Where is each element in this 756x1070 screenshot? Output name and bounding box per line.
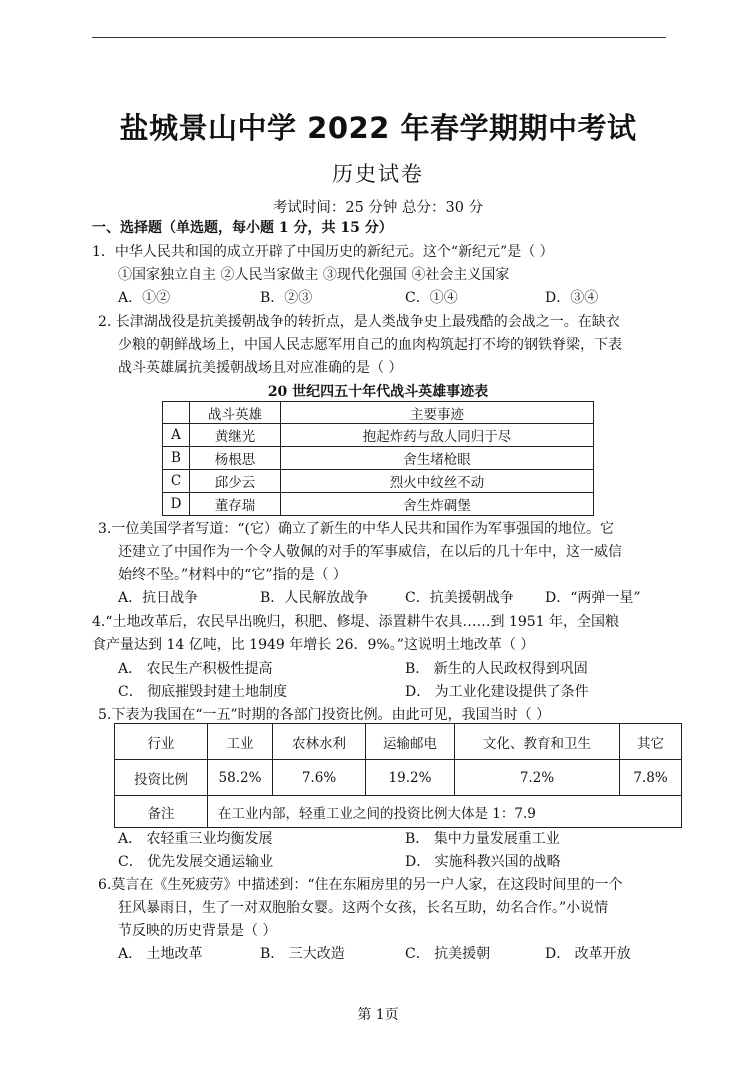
row-letter: A — [163, 424, 190, 447]
q4-option-a: A． 农民生产积极性提高 — [118, 661, 273, 677]
note-text: 在工业内部，轻重工业之间的投资比例大体是 1：7.9 — [208, 796, 682, 828]
section-heading: 一、选择题（单选题，每小题 1 分，共 15 分） — [92, 220, 393, 236]
hero-name: 董存瑞 — [190, 493, 281, 516]
hero-deed: 抱起炸药与敌人同归于尽 — [281, 424, 594, 447]
q4-line: 食产量达到 14 亿吨，比 1949 年增长 26．9%。”这说明土地改革（ ） — [92, 637, 535, 653]
q5-stem: 5.下表为我国在“一五”时期的各部门投资比例。由此可见，我国当时（ ） — [98, 707, 551, 723]
q1-option-b: B．②③ — [260, 290, 313, 306]
exam-title: 盐城景山中学 2022 年春学期期中考试 — [119, 111, 637, 145]
page-number: 第 1页 — [357, 1007, 399, 1023]
q6-line: 6.莫言在《生死疲劳》中描述到：“住在东厢房里的另一户人家，在这段时间里的一个 — [98, 877, 623, 893]
q6-line: 节反映的历史背景是（ ） — [118, 923, 277, 939]
table-header-row — [163, 402, 594, 424]
table-cell: 58.2% — [208, 760, 273, 796]
q3-option-a: A．抗日战争 — [118, 590, 199, 606]
hero-deed: 舍生堵枪眼 — [281, 447, 594, 470]
q6-option-b: B． 三大改造 — [260, 946, 345, 962]
q6-option-a: A． 土地改革 — [118, 946, 203, 962]
note-label: 备注 — [115, 796, 208, 828]
q5-option-a: A． 农轻重三业均衡发展 — [118, 831, 273, 847]
hero-name: 杨根思 — [190, 447, 281, 470]
q6-option-c: C． 抗美援朝 — [405, 946, 491, 962]
q2-line: 2. 长津湖战役是抗美援朝战争的转折点，是人类战争史上最残酷的会战之一。在缺衣 — [98, 314, 620, 330]
q3-option-b: B．人民解放战争 — [260, 590, 369, 606]
hero-deed: 烈火中纹丝不动 — [281, 470, 594, 493]
q5-option-d: D． 实施科教兴国的战略 — [405, 854, 561, 870]
q4-option-c: C． 彻底摧毁封建土地制度 — [118, 684, 288, 700]
q5-option-b: B． 集中力量发展重工业 — [405, 831, 560, 847]
table-cell: 投资比例 — [115, 760, 208, 796]
row-letter: B — [163, 447, 190, 470]
table-header-row — [115, 724, 682, 760]
q2-table-caption: 20 世纪四五十年代战斗英雄事迹表 — [267, 384, 489, 400]
table-header-cell: 农林水利 — [273, 724, 366, 760]
table-row — [115, 760, 682, 796]
header-rule — [92, 37, 666, 38]
q6-option-d: D． 改革开放 — [545, 946, 631, 962]
hero-deed: 舍生炸碉堡 — [281, 493, 594, 516]
q2-line: 战斗英雄属抗美援朝战场且对应准确的是（ ） — [118, 360, 403, 376]
table-header-cell: 主要事迹 — [281, 402, 594, 424]
table-header-cell: 其它 — [620, 724, 682, 760]
heroes-table — [162, 401, 594, 516]
q1-option-c: C．①④ — [405, 290, 458, 306]
table-header-cell: 运输邮电 — [366, 724, 455, 760]
table-note-row — [115, 796, 682, 828]
table-cell: 7.6% — [273, 760, 366, 796]
table-row — [163, 493, 594, 516]
table-row — [163, 447, 594, 470]
q4-line: 4.“土地改革后，农民早出晚归，积肥、修堤、添置耕牛农具……到 1951 年，全国粮 — [92, 614, 620, 630]
q3-line: 还建立了中国作为一个令人敬佩的对手的军事威信，在以后的几十年中，这一威信 — [118, 544, 622, 560]
q1-option-a: A．①② — [118, 290, 171, 306]
hero-name: 邱少云 — [190, 470, 281, 493]
q4-option-d: D． 为工业化建设提供了条件 — [405, 684, 589, 700]
q3-line: 3.一位美国学者写道：“(它）确立了新生的中华人民共和国作为军事强国的地位。它 — [98, 521, 614, 537]
q1-stem: 1．中华人民共和国的成立开辟了中国历史的新纪元。这个“新纪元”是（ ） — [92, 244, 554, 260]
q5-option-c: C． 优先发展交通运输业 — [118, 854, 274, 870]
table-header-cell: 文化、教育和卫生 — [455, 724, 620, 760]
q2-line: 少粮的朝鲜战场上，中国人民志愿军用自己的血肉构筑起打不垮的钢铁脊梁，下表 — [118, 337, 622, 353]
q3-option-c: C．抗美援朝战争 — [405, 590, 514, 606]
investment-table — [114, 723, 682, 828]
q3-line: 始终不坠。”材料中的“它”指的是（ ） — [118, 567, 347, 583]
table-cell: 19.2% — [366, 760, 455, 796]
table-row — [163, 470, 594, 493]
exam-meta: 考试时间：25 分钟 总分：30 分 — [272, 200, 484, 216]
table-cell: 7.2% — [455, 760, 620, 796]
q3-option-d: D．“两弹一星” — [545, 590, 641, 606]
hero-name: 黄继光 — [190, 424, 281, 447]
table-cell: 7.8% — [620, 760, 682, 796]
q1-option-d: D．③④ — [545, 290, 599, 306]
table-row — [163, 424, 594, 447]
table-header-cell: 工业 — [208, 724, 273, 760]
table-header-cell: 战斗英雄 — [190, 402, 281, 424]
table-header-cell: 行业 — [115, 724, 208, 760]
exam-subtitle: 历史试卷 — [332, 162, 424, 186]
table-header-cell — [163, 402, 190, 424]
q4-option-b: B． 新生的人民政权得到巩固 — [405, 661, 588, 677]
q6-line: 狂风暴雨日，生了一对双胞胎女婴。这两个女孩，长名互助，幼名合作。”小说情 — [118, 900, 609, 916]
q1-items: ①国家独立自主 ②人民当家做主 ③现代化强国 ④社会主义国家 — [118, 267, 510, 283]
row-letter: C — [163, 470, 190, 493]
row-letter: D — [163, 493, 190, 516]
